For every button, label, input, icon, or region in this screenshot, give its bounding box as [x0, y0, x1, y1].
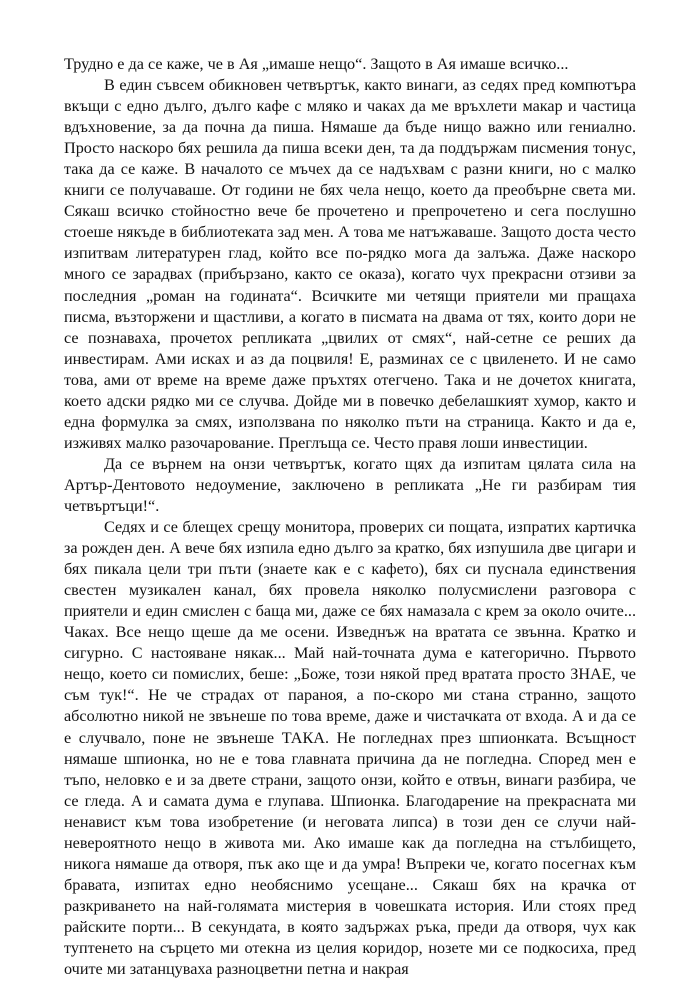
document-page: [64, 54, 636, 980]
paragraph-arthur-dent: Да се върнем на онзи четвъртък, когато щях да изпитам цялата сила на Артър-Дентовото недоумение, заключено в репликата „Не ги разбирам тия четвъртъци!“.: [64, 454, 636, 515]
paragraph-opening: Трудно е да се каже, че в Ая „имаше нещо“. Защото в Ая имаше всичко...: [64, 55, 569, 73]
paragraph-thursday: В един съвсем обикновен четвъртък, както винаги, аз седях пред компютъра вкъщи с едно дълго, дълго кафе с мляко и чаках да ме връхлети макар и частица вдъхновение, за да почна да пиша. Нямаше да бъде нищо важно или гениално. Просто наскоро бях решила да пиша всеки ден, та да поддържам писмения тонус, така да се каже. В началото се мъчех да се надъхвам с разни книги, но с малко книги се получаваше. От години не бях чела нещо, което да преобърне света ми. Сякаш всичко стойностно вече бе прочетено и препрочетено и сега послушно стоеше някъде в библиотеката зад мен. А това ме натъжаваше. Защото доста често изпитвам литературен глад, който все по-рядко мога да залъжа. Даже наскоро много се зарадвах (прибързано, както се оказа), когато чух прекрасни отзиви за последния „роман на годината“. Всичките ми четящи приятели ми пращаха писма, възторжени и щастливи, а когато в писмата на двама от тях, които дори не се познаваха, прочетох репликата „цвилих от смях“, най-сетне се реших да инвестирам. Ами исках и аз да поцвиля! Е, разминах се с цвиленето. И не само това, ами от време на време даже пръхтях отегчено. Така и не дочетох книгата, което адски рядко ми се случва. Дойде ми в повечко дебелашкият хумор, както и една формулка за смях, използвана по няколко пъти на страница. Както и да е, изживях малко разочарование. Преглъща се. Често правя лоши инвестиции.: [64, 76, 636, 452]
paragraph-doorbell: Седях и се блещех срещу монитора, проверих си пощата, изпратих картичка за рожден ден. А вече бях изпила едно дълго за кратко, бях изпушила две цигари и бях пикала цели три пъти (знаете как е с кафето), бях си пуснала единствения свестен музикален канал, бях провела няколко полусмислени разговора с приятели и един смислен с баща ми, даже се бях намазала с крем за около очите... Чаках. Все нещо щеше да ме осени. Изведнъж на вратата се звънна. Кратко и сигурно. С настояване някак... Май най-точната дума е категорично. Първото нещо, което си помислих, беше: „Боже, този някой пред вратата просто ЗНАЕ, че съм тук!“. Не че страдах от параноя, а по-скоро ми стана странно, защото абсолютно никой не звънеше по това време, даже и чистачката от входа. А и да се е случвало, поне не звънеше ТАКА. Не погледнах през шпионката. Всъщност нямаше шпионка, но не е това главната причина да не погледна. Според мен е тъпо, неловко е и за двете страни, защото онзи, който е отвън, винаги разбира, че се гледа. А и самата дума е глупава. Шпионка. Благодарение на прекрасната ми ненавист към това изобретение (и неговата липса) в този ден се случи най-невероятното нещо в живота ми. Ако имаше как да погледна на стълбището, никога нямаше да отворя, пък ако ще и да умра! Въпреки че, когато посегнах към бравата, изпитах едно необяснимо усещане... Сякаш бях на крачка от разкриването на най-голямата мистерия в човешката история. Или стоях пред райските порти... В секундата, в която задържах ръка, преди да отворя, чух как туптенето на сърцето ми отекна из целия коридор, нозете ми се подкосиха, пред очите ми затанцуваха разноцветни петна и накрая: [64, 518, 636, 979]
